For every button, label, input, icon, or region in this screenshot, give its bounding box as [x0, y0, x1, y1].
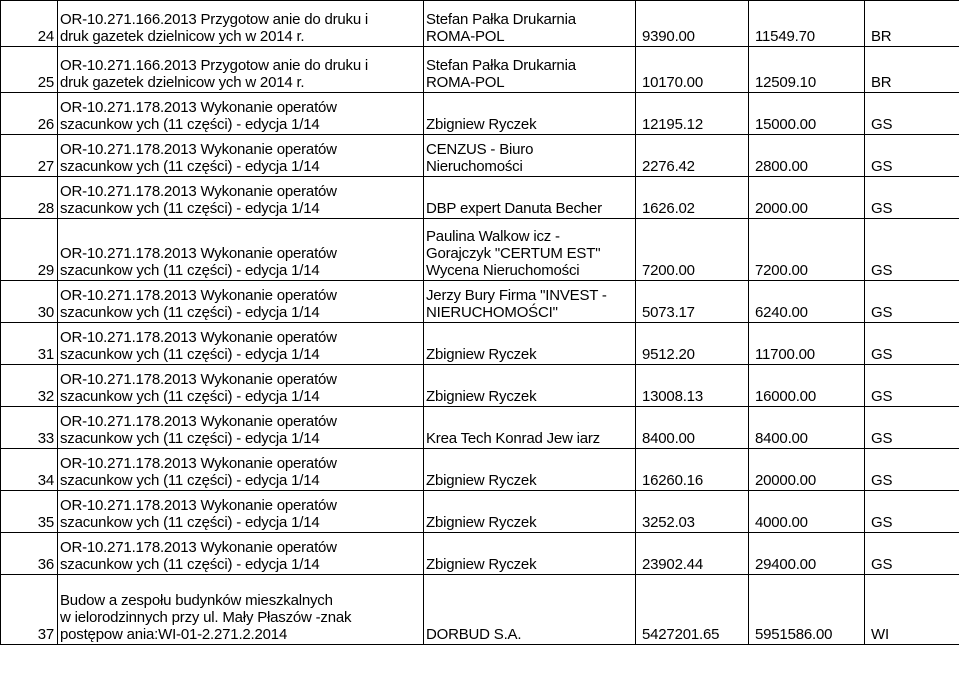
- net-amount: 13008.13: [636, 365, 749, 407]
- contract-description: OR-10.271.178.2013 Wykonanie operatów szacunkow ych (11 części) - edycja 1/14: [58, 407, 424, 449]
- table-row: [1, 323, 959, 365]
- gross-amount: 16000.00: [749, 365, 865, 407]
- contractor-name: Zbigniew Ryczek: [424, 323, 636, 365]
- contract-description: Budow a zespołu budynków mieszkalnych w ielorodzinnych przy ul. Mały Płaszów -znak postępow ania:WI-01-2.271.2.2014: [58, 575, 424, 645]
- table-row: [1, 575, 959, 645]
- row-number: 37: [1, 575, 58, 645]
- contract-description: OR-10.271.178.2013 Wykonanie operatów szacunkow ych (11 części) - edycja 1/14: [58, 281, 424, 323]
- contract-description: OR-10.271.178.2013 Wykonanie operatów szacunkow ych (11 części) - edycja 1/14: [58, 219, 424, 281]
- row-number: 32: [1, 365, 58, 407]
- gross-amount: 11549.70: [749, 1, 865, 47]
- row-number: 26: [1, 93, 58, 135]
- table-row: [1, 407, 959, 449]
- table-row: [1, 491, 959, 533]
- row-number: 27: [1, 135, 58, 177]
- gross-amount: 20000.00: [749, 449, 865, 491]
- contract-description: OR-10.271.178.2013 Wykonanie operatów szacunkow ych (11 części) - edycja 1/14: [58, 93, 424, 135]
- contractor-name: CENZUS - Biuro Nieruchomości: [424, 135, 636, 177]
- department-code: GS: [865, 491, 959, 533]
- contract-description: OR-10.271.178.2013 Wykonanie operatów szacunkow ych (11 części) - edycja 1/14: [58, 135, 424, 177]
- contractor-name: Zbigniew Ryczek: [424, 449, 636, 491]
- net-amount: 12195.12: [636, 93, 749, 135]
- row-number: 36: [1, 533, 58, 575]
- contractor-name: Zbigniew Ryczek: [424, 491, 636, 533]
- table-row: [1, 281, 959, 323]
- contractor-name: Stefan Pałka Drukarnia ROMA-POL: [424, 47, 636, 93]
- table-row: [1, 533, 959, 575]
- contract-description: OR-10.271.178.2013 Wykonanie operatów szacunkow ych (11 części) - edycja 1/14: [58, 365, 424, 407]
- contracts-table-body: [1, 1, 959, 645]
- department-code: BR: [865, 47, 959, 93]
- contract-description: OR-10.271.166.2013 Przygotow anie do druku i druk gazetek dzielnicow ych w 2014 r.: [58, 47, 424, 93]
- contract-description: OR-10.271.166.2013 Przygotow anie do druku i druk gazetek dzielnicow ych w 2014 r.: [58, 1, 424, 47]
- net-amount: 8400.00: [636, 407, 749, 449]
- department-code: GS: [865, 533, 959, 575]
- contractor-name: DBP expert Danuta Becher: [424, 177, 636, 219]
- department-code: GS: [865, 449, 959, 491]
- net-amount: 10170.00: [636, 47, 749, 93]
- gross-amount: 5951586.00: [749, 575, 865, 645]
- row-number: 35: [1, 491, 58, 533]
- contractor-name: Zbigniew Ryczek: [424, 93, 636, 135]
- department-code: GS: [865, 219, 959, 281]
- department-code: GS: [865, 365, 959, 407]
- table-row: [1, 1, 959, 47]
- contractor-name: DORBUD S.A.: [424, 575, 636, 645]
- table-row: [1, 93, 959, 135]
- net-amount: 9512.20: [636, 323, 749, 365]
- net-amount: 3252.03: [636, 491, 749, 533]
- contract-description: OR-10.271.178.2013 Wykonanie operatów szacunkow ych (11 części) - edycja 1/14: [58, 177, 424, 219]
- gross-amount: 11700.00: [749, 323, 865, 365]
- net-amount: 7200.00: [636, 219, 749, 281]
- row-number: 25: [1, 47, 58, 93]
- contractor-name: Jerzy Bury Firma "INVEST - NIERUCHOMOŚCI": [424, 281, 636, 323]
- row-number: 33: [1, 407, 58, 449]
- gross-amount: 15000.00: [749, 93, 865, 135]
- contract-description: OR-10.271.178.2013 Wykonanie operatów szacunkow ych (11 części) - edycja 1/14: [58, 449, 424, 491]
- department-code: GS: [865, 135, 959, 177]
- department-code: BR: [865, 1, 959, 47]
- table-row: [1, 219, 959, 281]
- contractor-name: Stefan Pałka Drukarnia ROMA-POL: [424, 1, 636, 47]
- net-amount: 2276.42: [636, 135, 749, 177]
- table-row: [1, 365, 959, 407]
- row-number: 30: [1, 281, 58, 323]
- department-code: WI: [865, 575, 959, 645]
- row-number: 28: [1, 177, 58, 219]
- contract-description: OR-10.271.178.2013 Wykonanie operatów szacunkow ych (11 części) - edycja 1/14: [58, 323, 424, 365]
- net-amount: 5427201.65: [636, 575, 749, 645]
- row-number: 31: [1, 323, 58, 365]
- contractor-name: Zbigniew Ryczek: [424, 365, 636, 407]
- contractor-name: Krea Tech Konrad Jew iarz: [424, 407, 636, 449]
- row-number: 34: [1, 449, 58, 491]
- department-code: GS: [865, 93, 959, 135]
- department-code: GS: [865, 323, 959, 365]
- gross-amount: 6240.00: [749, 281, 865, 323]
- gross-amount: 8400.00: [749, 407, 865, 449]
- contract-description: OR-10.271.178.2013 Wykonanie operatów szacunkow ych (11 części) - edycja 1/14: [58, 533, 424, 575]
- gross-amount: 2000.00: [749, 177, 865, 219]
- table-row: [1, 47, 959, 93]
- row-number: 24: [1, 1, 58, 47]
- gross-amount: 29400.00: [749, 533, 865, 575]
- net-amount: 1626.02: [636, 177, 749, 219]
- gross-amount: 12509.10: [749, 47, 865, 93]
- gross-amount: 2800.00: [749, 135, 865, 177]
- department-code: GS: [865, 177, 959, 219]
- table-row: [1, 135, 959, 177]
- row-number: 29: [1, 219, 58, 281]
- contract-description: OR-10.271.178.2013 Wykonanie operatów szacunkow ych (11 części) - edycja 1/14: [58, 491, 424, 533]
- gross-amount: 7200.00: [749, 219, 865, 281]
- contractor-name: Paulina Walkow icz - Gorajczyk "CERTUM EST" Wycena Nieruchomości: [424, 219, 636, 281]
- net-amount: 16260.16: [636, 449, 749, 491]
- net-amount: 9390.00: [636, 1, 749, 47]
- table-row: [1, 177, 959, 219]
- department-code: GS: [865, 281, 959, 323]
- net-amount: 5073.17: [636, 281, 749, 323]
- gross-amount: 4000.00: [749, 491, 865, 533]
- contractor-name: Zbigniew Ryczek: [424, 533, 636, 575]
- department-code: GS: [865, 407, 959, 449]
- table-row: [1, 449, 959, 491]
- net-amount: 23902.44: [636, 533, 749, 575]
